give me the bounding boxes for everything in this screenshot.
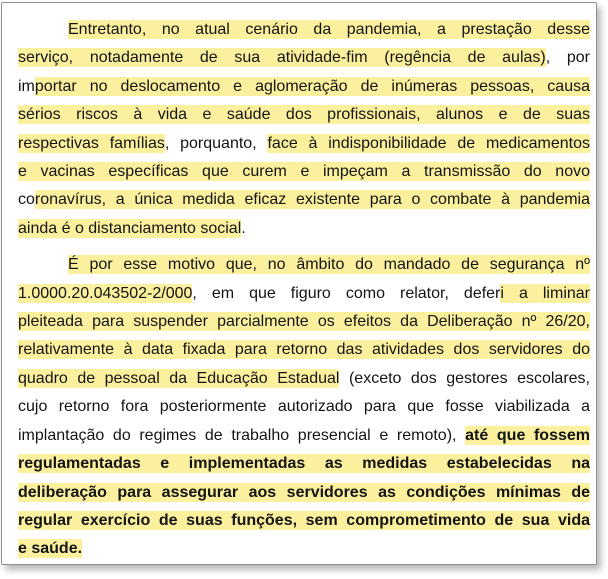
- highlighted-text-segment: regular exercício de suas funções, sem comprometimento de sua vida: [18, 511, 590, 529]
- text-line: [18, 44, 590, 72]
- text-line: [18, 101, 590, 129]
- text-segment: cujo retorno fora posteriormente autorizado para que fosse viabilizada a: [18, 398, 590, 416]
- highlighted-text-segment: 1.0000.20.043502-2/000: [18, 284, 193, 302]
- text-line: [18, 336, 590, 364]
- highlighted-text-segment: sérios riscos à vida e saúde dos profissionais, alunos e de suas: [18, 106, 590, 124]
- text-line: [18, 251, 590, 279]
- highlighted-text-segment: regulamentadas e implementadas as medidas estabelecidas na: [18, 455, 590, 473]
- text-segment: im: [18, 77, 35, 95]
- highlighted-text-segment: portar no deslocamento e aglomeração de inúmeras pessoas, causa: [34, 77, 590, 95]
- highlighted-text-segment: pleiteada para suspender parcialmente os efeitos da Deliberação nº 26/20,: [18, 313, 590, 331]
- text-line: [18, 393, 590, 421]
- highlighted-text-segment: e saúde.: [18, 540, 83, 558]
- text-line: [18, 130, 590, 158]
- highlighted-text-segment: É por esse motivo que, no âmbito do mandado de segurança nº: [68, 256, 590, 274]
- text-line: [18, 450, 590, 478]
- highlighted-text-segment: Entretanto, no atual cenário da pandemia, a prestação desse: [68, 21, 590, 38]
- highlighted-text-segment: serviço, notadamente de sua atividade-fim (regência de aulas): [18, 49, 546, 67]
- text-line: [18, 479, 590, 507]
- text-segment: co: [18, 191, 35, 209]
- text-line: [18, 280, 590, 308]
- text-line: [18, 365, 590, 393]
- text-line: [18, 422, 590, 450]
- highlighted-text-segment: relativamente à data fixada para retorno das atividades dos servidores do: [18, 341, 590, 359]
- text-line: [18, 507, 590, 535]
- text-line: [18, 16, 590, 44]
- highlighted-text-segment: e vacinas específicas que curem e impeçam a transmissão do novo: [18, 163, 590, 181]
- document-text: [18, 16, 590, 564]
- highlighted-text-segment: até que fossem: [465, 426, 590, 444]
- text-segment: , porquanto,: [164, 134, 268, 152]
- text-segment: implantação do regimes de trabalho presencial e remoto),: [18, 426, 466, 444]
- highlighted-text-segment: ronavírus, a única medida eficaz existente para o combate à pandemia: [34, 191, 590, 209]
- highlighted-text-segment: deliberação para assegurar aos servidores as condições mínimas de: [18, 483, 590, 501]
- text-segment: , por: [545, 49, 590, 67]
- highlighted-text-segment: quadro de pessoal da Educação Estadual: [18, 369, 340, 387]
- highlighted-text-segment: respectivas famílias: [18, 134, 165, 152]
- text-line: [18, 73, 590, 101]
- text-line: [18, 215, 590, 243]
- paragraph: [18, 251, 590, 563]
- document-page: [1, 2, 597, 565]
- text-line: [18, 158, 590, 186]
- text-line: [18, 308, 590, 336]
- paragraph: [18, 16, 590, 243]
- text-segment: (exceto dos gestores escolares,: [339, 369, 590, 387]
- text-segment: .: [241, 219, 246, 237]
- text-line: [18, 535, 590, 563]
- text-line: [18, 186, 590, 214]
- text-segment: , em que figuro como relator, defer: [192, 284, 501, 302]
- highlighted-text-segment: i a liminar: [500, 284, 590, 302]
- highlighted-text-segment: ainda é o distanciamento social: [18, 219, 242, 237]
- highlighted-text-segment: face à indisponibilidade de medicamentos: [267, 134, 591, 152]
